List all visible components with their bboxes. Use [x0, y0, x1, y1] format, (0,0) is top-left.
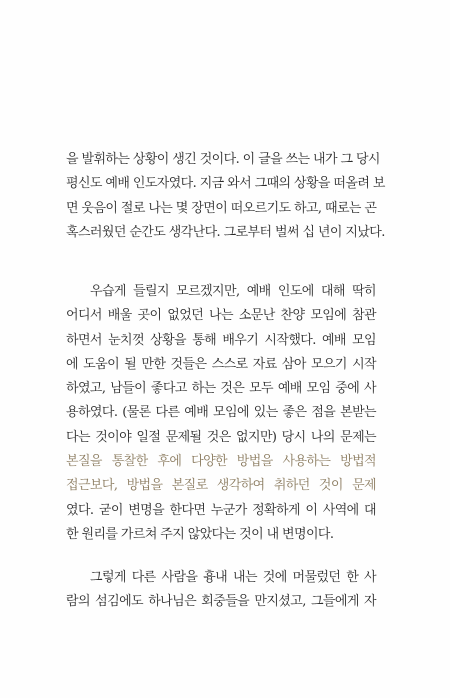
text-line: 용하였다. (물론 다른 예배 모임에 있는 좋은 점을 본받는: [66, 405, 376, 421]
text-line: 람의 섬김에도 하나님은 회중들을 만지셨고, 그들에게 자: [66, 594, 376, 610]
text-line: 하면서 눈치껏 상황을 통해 배우기 시작했다. 예배 모임: [66, 332, 376, 348]
text-line: 우습게 들릴지 모르겠지만, 예배 인도에 대해 딱히: [90, 284, 376, 299]
text-line: 였다. 굳이 변명을 한다면 누군가 정확하게 이 사역에 대: [66, 502, 376, 518]
highlighted-text-line: [66, 450, 376, 474]
text-line: 한 원리를 가르쳐 주지 않았다는 것이 내 변명이다.: [66, 526, 334, 542]
text-line: 어디서 배울 곳이 없었던 나는 소문난 찬양 모임에 참관: [66, 308, 376, 324]
text-line: 평신도 예배 인도자였다. 지금 와서 그때의 상황을 떠올려 보: [66, 176, 385, 192]
text-line: 을 발휘하는 상황이 생긴 것이다. 이 글을 쓰는 내가 그 당시: [66, 152, 380, 167]
paragraph-3: [66, 566, 376, 615]
text-line: 면 웃음이 절로 나는 몇 장면이 떠오르기도 하고, 때로는 곤: [66, 200, 377, 216]
highlighted-text: 접근보다, 방법을 본질로 생각하여 취하던 것이 문제: [66, 478, 376, 494]
text-line: 하였고, 남들이 좋다고 하는 것은 모두 예배 모임 중에 사: [66, 381, 376, 397]
highlighted-text: 본질을 통찰한 후에 다양한 방법을 사용하는 방법적: [66, 454, 376, 470]
paragraph-2: [66, 280, 376, 547]
highlighted-text-line: [66, 474, 376, 498]
text-line: 혹스러웠던 순간도 생각난다. 그로부터 벌써 십 년이 지났다.: [66, 224, 385, 240]
text-line: 다는 것이야 일절 문제될 것은 없지만) 당시 나의 문제는: [66, 429, 376, 445]
text-line: 에 도움이 될 만한 것들은 스스로 자료 삼아 모으기 시작: [66, 356, 376, 372]
text-line: 그렇게 다른 사람을 흉내 내는 것에 머물렀던 한 사: [90, 570, 376, 585]
paragraph-1: [66, 148, 385, 245]
